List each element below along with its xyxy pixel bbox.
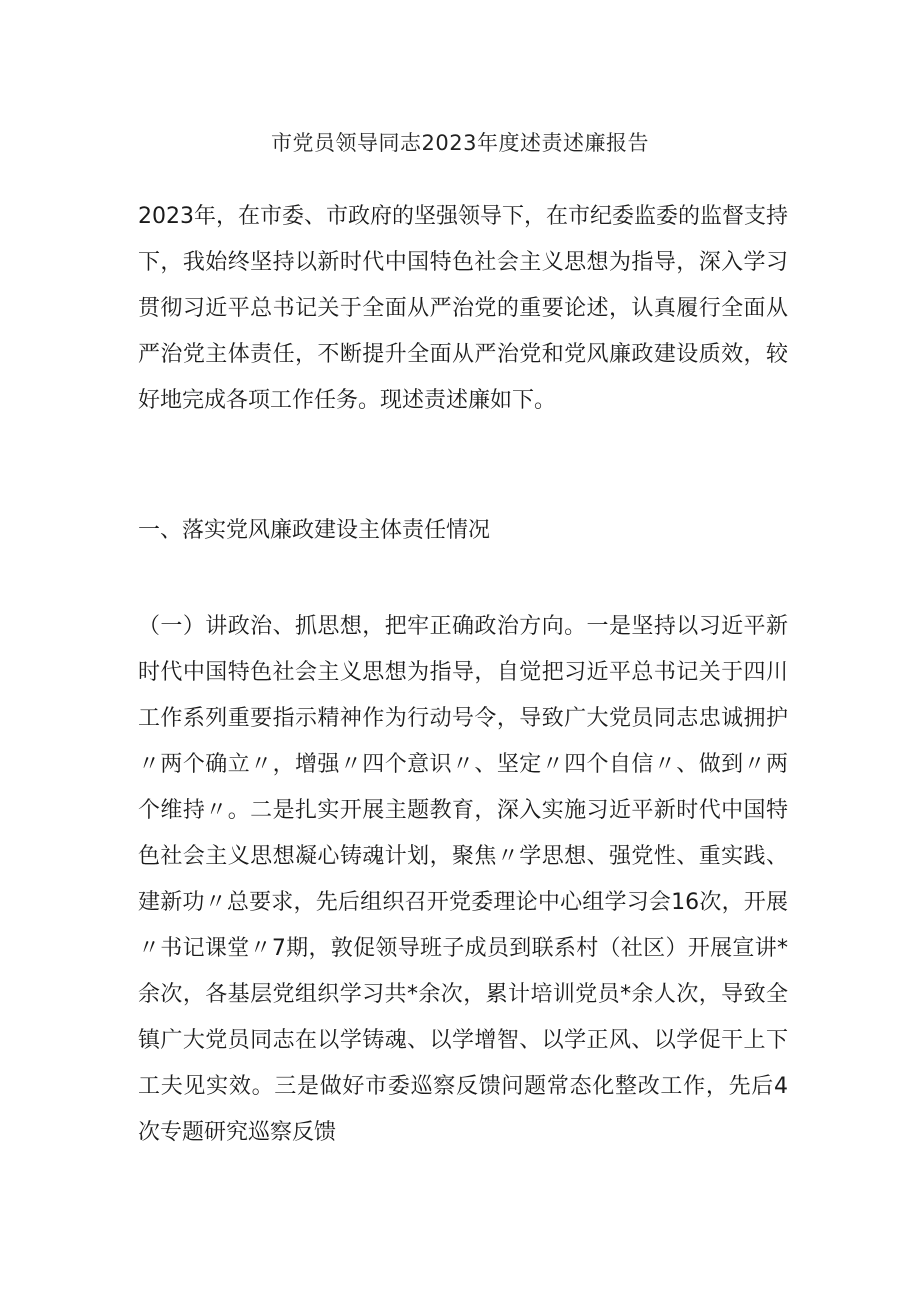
- document-title: 市党员领导同志2023年度述责述廉报告: [271, 131, 649, 155]
- section-paragraph: （一）讲政治、抓思想，把牢正确政治方向。一是坚持以习近平新时代中国特色社会主义思想为指导，自觉把习近平总书记关于四川工作系列重要指示精神作为行动号令，导致广大党员同志忠诚拥护〃两个确立〃，增强〃四个意识〃、坚定〃四个自信〃、做到〃两个维持〃。二是扎实开展主题教育，深入实施习近平新时代中国特色社会主义思想凝心铸魂计划，聚焦〃学思想、强党性、重实践、建新功〃总要求，先后组织召开党委理论中心组学习会16次，开展〃书记课堂〃7期，敦促领导班子成员到联系村（社区）开展宣讲*余次，各基层党组织学习共*余次，累计培训党员*余人次，导致全镇广大党员同志在以学铸魂、以学增智、以学正风、以学促干上下工夫见实效。三是做好市委巡察反馈问题常态化整改工作，先后4次专题研究巡察反馈: [138, 614, 788, 1145]
- intro-paragraph: 2023年，在市委、市政府的坚强领导下，在市纪委监委的监督支持下，我始终坚持以新时代中国特色社会主义思想为指导，深入学习贯彻习近平总书记关于全面从严治党的重要论述，认真履行全面从严治党主体责任，不断提升全面从严治党和党风廉政建设质效，较好地完成各项工作任务。现述责述廉如下。: [138, 204, 788, 413]
- section-heading: 一、落实党风廉政建设主体责任情况: [138, 518, 491, 543]
